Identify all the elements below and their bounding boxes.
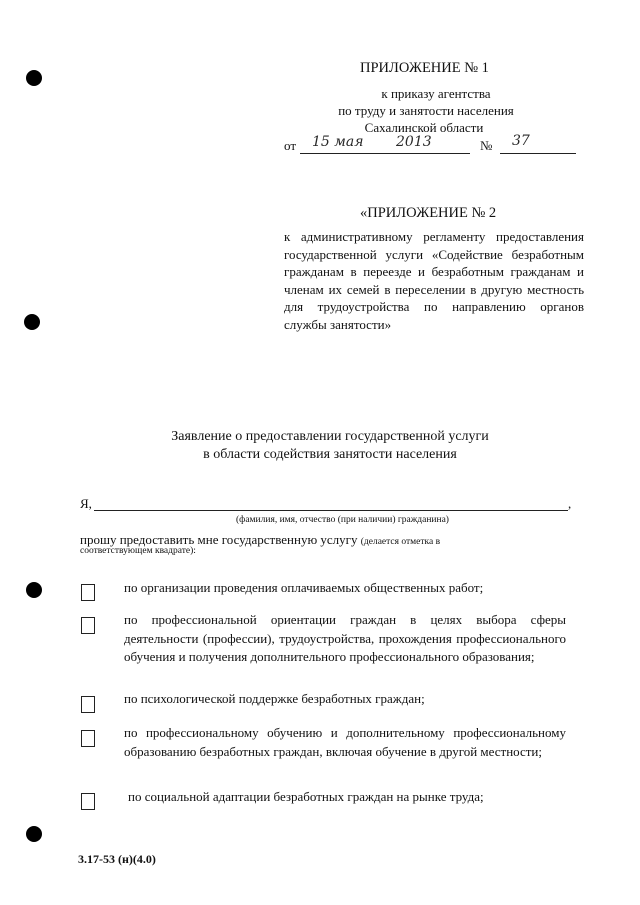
option-text: по организации проведения оплачиваемых общественных работ; bbox=[124, 580, 484, 595]
binder-hole bbox=[24, 314, 40, 330]
appendix1-line3: Сахалинской области bbox=[364, 120, 484, 135]
statement-title-line1: Заявление о предоставлении государственной услуги bbox=[171, 429, 489, 444]
name-caption: (фамилия, имя, отчество (при наличии) гражданина) bbox=[236, 515, 449, 525]
appendix2-title: «ПРИЛОЖЕНИЕ № 2 bbox=[360, 205, 497, 221]
option-text: по профессиональной ориентации граждан в целях выбора сферы деятельности (профессии), трудоустройства, прохождения профессионального обучения и получения дополнительного профессионального образования; bbox=[124, 612, 566, 664]
date-handwritten: 15 мая bbox=[312, 134, 364, 150]
request-text: прошу предоставить мне государственную услугу bbox=[80, 532, 358, 547]
binder-hole bbox=[26, 826, 42, 842]
ya-comma: , bbox=[568, 496, 572, 511]
option-checkbox[interactable] bbox=[81, 584, 95, 601]
year-handwritten: 2013 bbox=[396, 134, 432, 150]
option-checkbox[interactable] bbox=[81, 696, 95, 713]
appendix2-body: к административному регламенту предоставления государственной услуги «Содействие безработным гражданам в переезде и безработным гражданам и членам их семей в переселении в другую местность для трудоустройства по направлению органов службы занятости» bbox=[284, 229, 584, 332]
binder-hole bbox=[26, 582, 42, 598]
ya-label: Я, bbox=[80, 496, 92, 511]
appendix1-line2: по труду и занятости населения bbox=[338, 103, 514, 118]
number-label: № bbox=[480, 138, 493, 153]
request-note-cont: соответствующем квадрате): bbox=[80, 546, 196, 556]
number-underline bbox=[500, 153, 576, 154]
option-text: по профессиональному обучению и дополнительному профессиональному образованию безработных граждан, включая обучение в другой местности; bbox=[124, 725, 566, 759]
form-code: 3.17-53 (н)(4.0) bbox=[78, 852, 156, 866]
date-underline bbox=[300, 153, 470, 154]
number-handwritten: 37 bbox=[512, 133, 530, 149]
statement-title bbox=[100, 428, 560, 464]
statement-title-line2: в области содействия занятости населения bbox=[203, 447, 457, 462]
appendix1-line1: к приказу агентства bbox=[381, 86, 491, 101]
name-field-line bbox=[94, 510, 568, 511]
option-checkbox[interactable] bbox=[81, 617, 95, 634]
option-text: по социальной адаптации безработных граждан на рынке труда; bbox=[128, 789, 484, 804]
option-checkbox[interactable] bbox=[81, 793, 95, 810]
option-checkbox[interactable] bbox=[81, 730, 95, 747]
appendix1-title: ПРИЛОЖЕНИЕ № 1 bbox=[360, 60, 489, 76]
option-text: по психологической поддержке безработных граждан; bbox=[124, 691, 425, 706]
request-note-inline: (делается отметка в bbox=[360, 537, 441, 547]
binder-hole bbox=[26, 70, 42, 86]
from-label: от bbox=[284, 138, 297, 153]
